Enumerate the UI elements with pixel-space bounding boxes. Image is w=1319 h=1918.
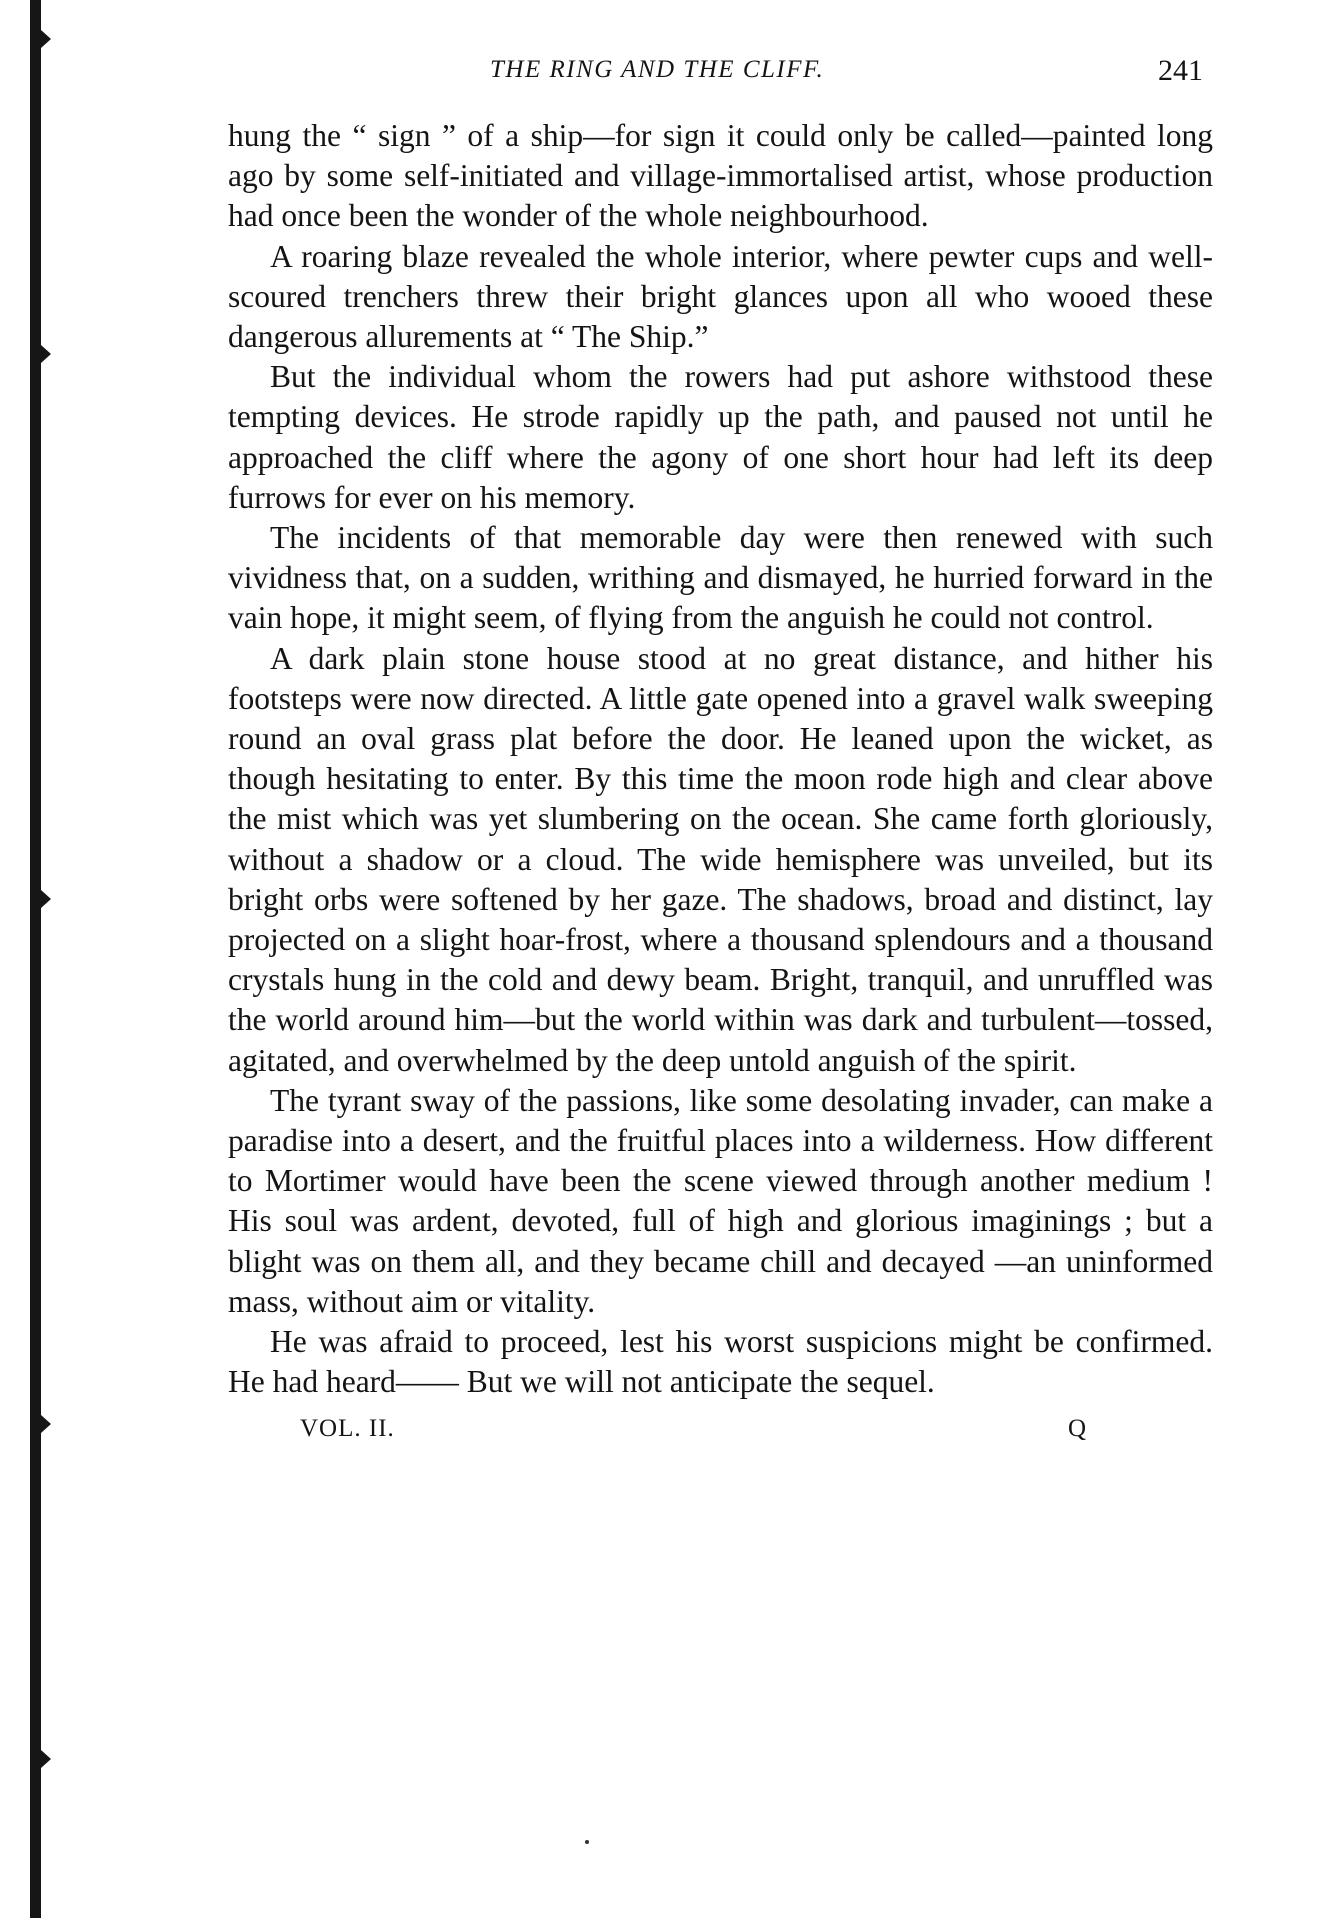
binding-tick bbox=[41, 1415, 51, 1433]
paragraph: The tyrant sway of the passions, like some desolating invader, can make a paradise into a desert, and the fruitful places into a wilderness. How different to Mortimer would have been the scene viewed through another medium ! His soul was ardent, devoted, full of high and glorious imaginings ; but a blight was on them all, and they became chill and decayed —an uninformed mass, without aim or vitality. bbox=[228, 1082, 1213, 1319]
page-footer bbox=[228, 1411, 1213, 1461]
binding-tick bbox=[41, 890, 51, 908]
page-number: 241 bbox=[1158, 54, 1203, 87]
running-title: THE RING AND THE CLIFF. bbox=[490, 56, 825, 83]
binding-tick bbox=[41, 1750, 51, 1768]
book-page bbox=[228, 48, 1213, 1461]
running-head bbox=[228, 48, 1213, 98]
paragraph: The incidents of that memorable day were then renewed with such vividness that, on a sudden, writhing and dismayed, he hurried forward in the vain hope, it might seem, of flying from the anguish he could not control. bbox=[228, 520, 1213, 636]
binding-tick bbox=[41, 30, 51, 48]
binding-edge bbox=[30, 0, 41, 1918]
paragraph: A dark plain stone house stood at no great distance, and hither his footsteps were now directed. A little gate opened into a gravel walk sweeping round an oval grass plat before the door. He leaned upon the wicket, as though hesitating to enter. By this time the moon rode high and clear above the mist which was yet slumbering on the ocean. She came forth gloriously, without a shadow or a cloud. The wide hemisphere was unveiled, but its bright orbs were softened by her gaze. The shadows, broad and distinct, lay projected on a slight hoar-frost, where a thousand splendours and a thousand crystals hung in the cold and dewy beam. Bright, tranquil, and unruffled was the world around him—but the world within was dark and turbulent—tossed, agitated, and overwhelmed by the deep untold anguish of the spirit. bbox=[228, 640, 1213, 1078]
body-text bbox=[228, 116, 1213, 1403]
paragraph: But the individual whom the rowers had put ashore withstood these tempting devices. He strode rapidly up the path, and paused not until he approached the cliff where the agony of one short hour had left its deep furrows for ever on his memory. bbox=[228, 359, 1213, 515]
ink-speck bbox=[585, 1840, 589, 1844]
paragraph: He was afraid to proceed, lest his worst suspicions might be confirmed. He had heard—— But we will not anticipate the sequel. bbox=[228, 1324, 1213, 1400]
volume-signature: VOL. II. bbox=[300, 1414, 395, 1442]
signature-mark: Q bbox=[1068, 1414, 1087, 1442]
binding-tick bbox=[41, 345, 51, 363]
paragraph: A roaring blaze revealed the whole interior, where pewter cups and well-scoured trenchers threw their bright glances upon all who wooed these dangerous allurements at “ The Ship.” bbox=[228, 238, 1213, 355]
paragraph: hung the “ sign ” of a ship—for sign it could only be called—painted long ago by some self-initiated and village-immortalised artist, whose production had once been the wonder of the whole neighbourhood. bbox=[228, 118, 1213, 234]
